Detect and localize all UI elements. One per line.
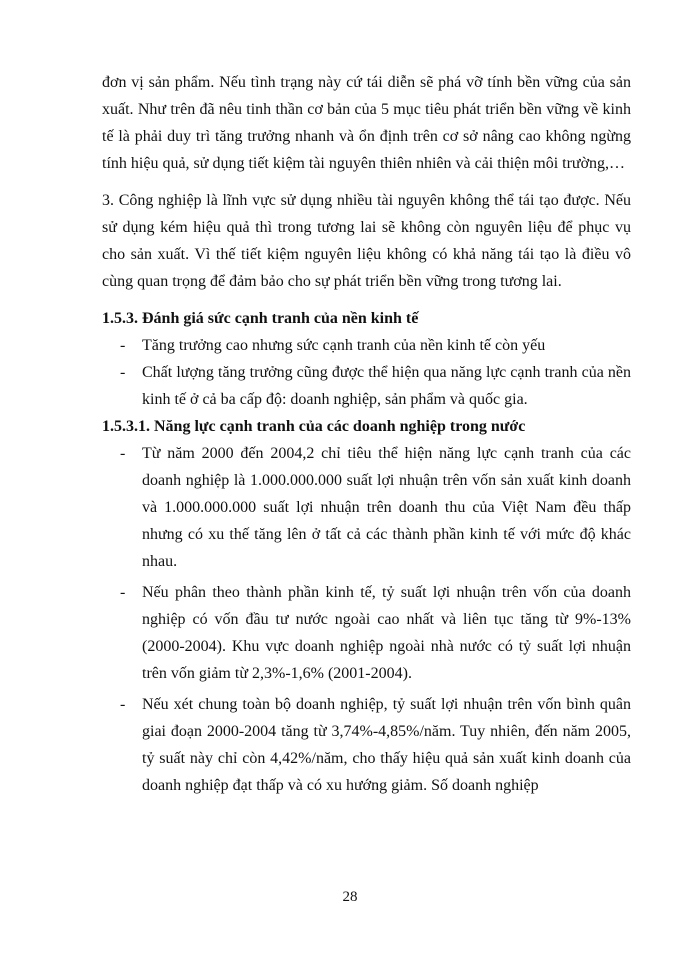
- paragraph-sustainability: đơn vị sản phẩm. Nếu tình trạng này cứ tái diễn sẽ phá vỡ tính bền vững của sản xuất. Như trên đã nêu tinh thần cơ bản của 5 mục tiêu phát triển bền vững về kinh tế là phải duy trì tăng trưởng nhanh và ổn định trên cơ sở nâng cao không ngừng tính hiệu quả, sử dụng tiết kiệm tài nguyên thiên nhiên và cải thiện môi trường,…: [102, 74, 631, 172]
- dash-bullet: -: [120, 337, 126, 354]
- list-item: [102, 579, 631, 687]
- dash-bullet: -: [120, 696, 126, 713]
- list-item: [102, 332, 631, 359]
- page-number: 28: [342, 889, 358, 905]
- list-item: [102, 359, 631, 413]
- list-item-text: Từ năm 2000 đến 2004,2 chỉ tiêu thể hiện năng lực cạnh tranh của các doanh nghiệp là 1.000.000.000 suất lợi nhuận trên vốn sản xuất kinh doanh và 1.000.000.000 suất lợi nhuận trên doanh thu của Việt Nam đều thấp nhưng có xu thế tăng lên ở tất cả các thành phần kinh tế với mức độ khác nhau.: [142, 445, 631, 570]
- list-item: [102, 440, 631, 575]
- list-competitiveness: [102, 332, 631, 413]
- list-enterprise-competitiveness: [102, 440, 631, 799]
- dash-bullet: -: [120, 584, 126, 601]
- list-item-text: Nếu xét chung toàn bộ doanh nghiệp, tỷ suất lợi nhuận trên vốn bình quân giai đoạn 2000-2004 tăng từ 3,74%-4,85%/năm. Tuy nhiên, đến năm 2005, tỷ suất này chỉ còn 4,42%/năm, cho thấy hiệu quả sản xuất kinh doanh của doanh nghiệp đạt thấp và có xu hướng giảm. Số doanh nghiệp: [142, 696, 631, 794]
- paragraph-industry-resources: 3. Công nghiệp là lĩnh vực sử dụng nhiều tài nguyên không thể tái tạo được. Nếu sử dụng kém hiệu quả thì trong tương lai sẽ không còn nguyên liệu để phục vụ cho sản xuất. Vì thế tiết kiệm nguyên liệu không có khả năng tái tạo là điều vô cùng quan trọng để đảm bảo cho sự phát triển bền vững trong tương lai.: [102, 192, 631, 290]
- list-item-text: Tăng trưởng cao nhưng sức cạnh tranh của nền kinh tế còn yếu: [142, 337, 546, 354]
- heading-1-5-3-1: 1.5.3.1. Năng lực cạnh tranh của các doanh nghiệp trong nước: [102, 418, 526, 435]
- list-item-text: Chất lượng tăng trưởng cũng được thể hiện qua năng lực cạnh tranh của nền kinh tế ở cả ba cấp độ: doanh nghiệp, sản phẩm và quốc gia.: [142, 364, 631, 408]
- heading-1-5-3: 1.5.3. Đánh giá sức cạnh tranh của nền kinh tế: [102, 310, 419, 327]
- list-item: [102, 691, 631, 799]
- page-content: [102, 69, 631, 803]
- list-item-text: Nếu phân theo thành phần kinh tế, tỷ suất lợi nhuận trên vốn của doanh nghiệp có vốn đầu tư nước ngoài cao nhất và liên tục tăng từ 9%-13% (2000-2004). Khu vực doanh nghiệp ngoài nhà nước có tỷ suất lợi nhuận trên vốn giảm từ 2,3%-1,6% (2001-2004).: [142, 584, 631, 682]
- dash-bullet: -: [120, 364, 126, 381]
- dash-bullet: -: [120, 445, 126, 462]
